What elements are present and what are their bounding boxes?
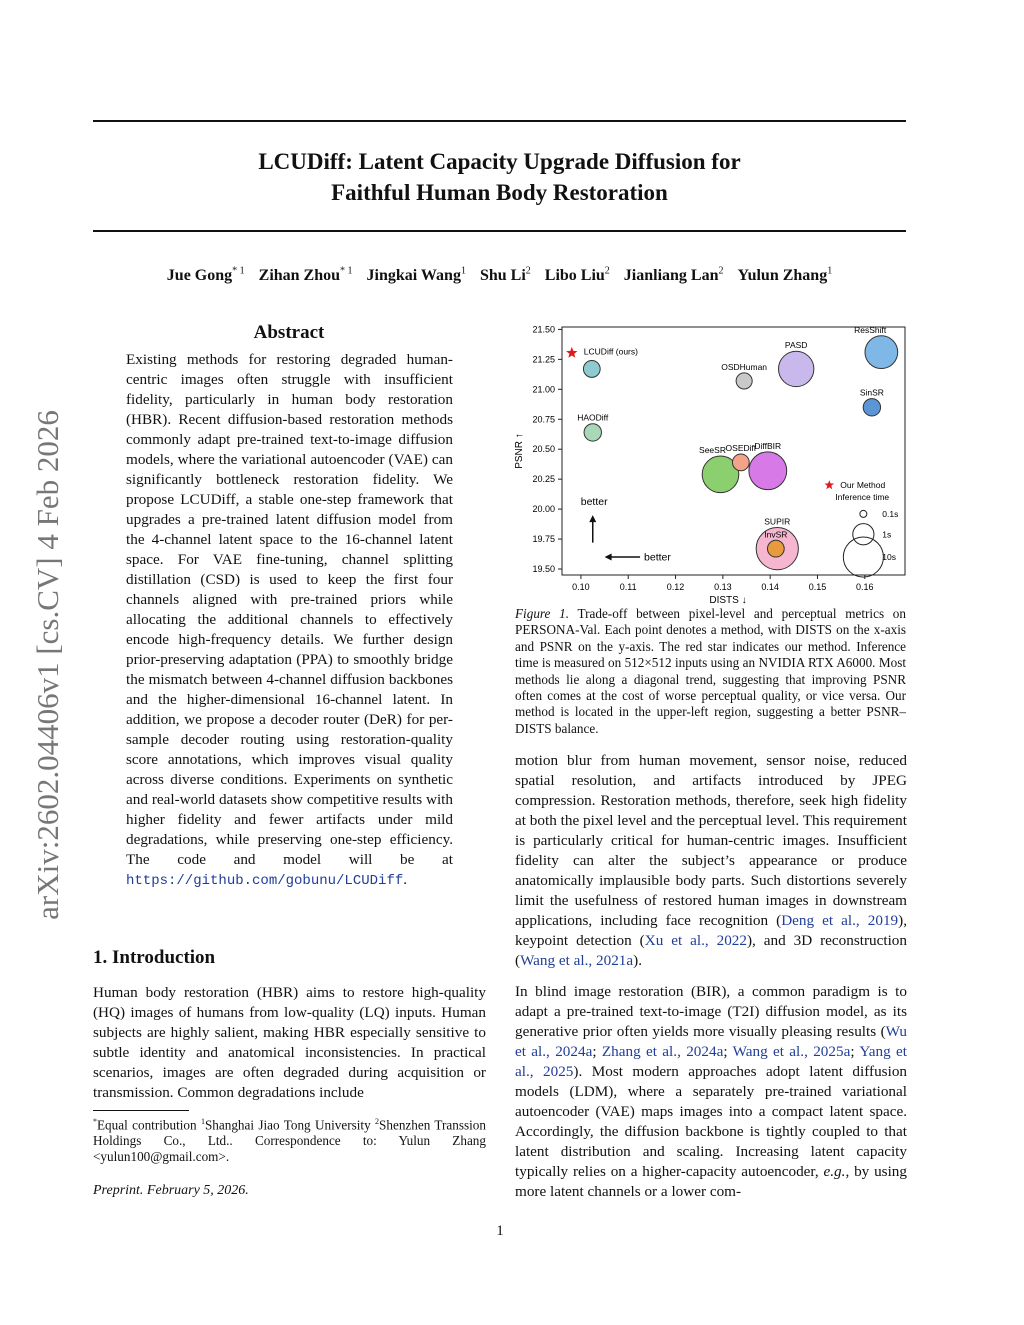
author: Shu Li$^2$ bbox=[479, 266, 531, 285]
title-bottom-rule bbox=[93, 230, 906, 232]
figure-caption-text: Trade-off between pixel-level and perceptual metrics on PERSONA-Val. Each point denotes a method, with DISTS on the x-axis and PSNR on the y-axis. The red star indicates our method. Inference time is measured on 512×512 inputs using an NVIDIA RTX A6000. Most methods lie along a diagonal trend, suggesting that improving PSNR often comes at the cost of worse perceptual quality, or vice versa. Our method is located in the upper-left region, suggesting a better PSNR–DISTS balance. bbox=[515, 606, 906, 736]
citation-link[interactable]: Wu et al., 2024a bbox=[515, 1023, 907, 1060]
data-point-osdhuman bbox=[736, 373, 752, 389]
legend-size-circle bbox=[853, 524, 874, 545]
citation-link[interactable]: Wang et al., 2025a bbox=[732, 1043, 851, 1060]
point-label: OSEDiff bbox=[725, 442, 757, 453]
figure-label: Figure 1. bbox=[515, 606, 570, 621]
right-paragraph-2: In blind image restoration (BIR), a common paradigm is to adapt a pre-trained text-to-image (T2I) diffusion model, as its generative prior often yields more visually pleasing results (Wu et al., 2024a; Zhang et al., 2024a; Wang et al., 2025a; Yang et al., 2025). Most modern approaches adopt latent diffusion models (LDM), where a separately pre-trained variational autoencoder (VAE) maps images into a compact latent space. Accordingly, the diffusion backbone is tightly coupled to that latent distribution and scaling. Increasing latent capacity typically relies on a higher-capacity autoencoder, e.g., by using more latent channels or a lower com- bbox=[515, 983, 908, 1200]
point-label: HAODiff bbox=[577, 412, 609, 423]
legend-size-circle bbox=[860, 510, 867, 517]
right-paragraph-1: motion blur from human movement, sensor noise, reduced spatial resolution, and artifacts introduced by JPEG compression. Restoration methods, therefore, seek high fidelity at both the pixel level and the perceptual level. This requirement is particularly critical for human-centric images. Insufficient fidelity can alter the subject’s appearance or produce anatomically implausible body parts. Such distortions severely limit the usefulness of restored human images in downstream applications, including face recognition (Deng et al., 2019), keypoint detection (Xu et al., 2022), and 3D reconstruction (Wang et al., 2021a). bbox=[515, 752, 907, 969]
legend-size-label: 10s bbox=[882, 552, 897, 563]
point-label: SinSR bbox=[859, 387, 884, 398]
citation-link[interactable]: Zhang et al., 2024a bbox=[601, 1043, 724, 1060]
author: Zihan Zhou$^{* 1}$ bbox=[258, 266, 353, 285]
point-label: SUPIR bbox=[764, 516, 791, 527]
x-tick-label: 0.13 bbox=[714, 582, 732, 592]
legend-star bbox=[825, 480, 835, 489]
page-number: 1 bbox=[496, 1223, 504, 1239]
point-label: InvSR bbox=[764, 529, 788, 540]
better-left-arrowhead bbox=[605, 554, 612, 561]
citation-link[interactable]: Wang et al., 2021a bbox=[520, 952, 634, 969]
footnote: *Equal contribution $^1$Shanghai Jiao Tong University $^2$Shenzhen Transsion Holdings Co., Ltd.. Correspondence to: Yulun Zhang <yulun100@gmail.com>. bbox=[93, 1117, 486, 1165]
citation-link[interactable]: Deng et al., 2019 bbox=[781, 912, 899, 929]
y-tick-label: 21.00 bbox=[532, 384, 555, 395]
author: Jue Gong$^{* 1}$ bbox=[166, 266, 245, 285]
y-tick-label: 19.50 bbox=[532, 564, 555, 575]
x-tick-label: 0.16 bbox=[856, 582, 874, 592]
preprint-note: Preprint. February 5, 2026. bbox=[93, 1183, 249, 1198]
legend-title: Inference time bbox=[835, 492, 890, 503]
footnote-rule bbox=[93, 1110, 189, 1111]
point-label: PASD bbox=[784, 340, 808, 351]
y-tick-label: 19.75 bbox=[532, 534, 555, 545]
data-point-pasd bbox=[778, 351, 813, 386]
intro-paragraph: Human body restoration (HBR) aims to restore high-quality (HQ) images of humans from low-quality (LQ) inputs. Human subjects are highly salient, making HBR especially sensitive to subtle identity and anatomical inconsistencies. In practical scenarios, images are often degraded during acquisition or transmission. Common degradations include bbox=[93, 984, 486, 1101]
code-link[interactable]: https://github.com/gobunu/LCUDiff bbox=[126, 873, 404, 889]
y-tick-label: 20.25 bbox=[532, 474, 555, 485]
y-tick-label: 21.50 bbox=[532, 324, 555, 335]
author: Jianliang Lan$^2$ bbox=[623, 266, 724, 285]
abstract-text: Existing methods for restoring degraded human-centric images often struggle with insufficient fidelity, particularly in human body restoration (HBR). Recent diffusion-based restoration methods commonly adapt pre-trained text-to-image diffusion models, where the variational autoencoder (VAE) can significantly bottleneck restoration fidelity. We propose LCUDiff, a stable one-step framework that upgrades a pre-trained latent diffusion model from the 4-channel latent space to the 16-channel latent space. For VAE fine-tuning, channel splitting distillation (CSD) is used to keep the first four channels aligned with pre-trained priors while allocating the additional channels to effectively encode high-frequency details. We further design prior-preserving adaptation (PPA) to smoothly bridge the mismatch between 4-channel diffusion backbones and the higher-dimensional 16-channel latent. In addition, we propose a decoder router (DeR) for per-sample decoder routing using restoration-quality score annotations, which improves visual quality across diverse conditions. Experiments on synthetic and real-world datasets show competitive results with higher fidelity and fewer artifacts under mild degradations, while preserving one-step efficiency. The code and model will be at bbox=[126, 351, 453, 868]
citation-link[interactable]: Xu et al., 2022 bbox=[644, 932, 747, 949]
x-tick-label: 0.11 bbox=[619, 582, 637, 592]
y-tick-label: 20.00 bbox=[532, 504, 555, 515]
author: Libo Liu$^2$ bbox=[544, 266, 610, 285]
legend-size-label: 0.1s bbox=[882, 508, 899, 519]
abstract-body: Existing methods for restoring degraded human-centric images often struggle with insufficient fidelity, particularly in human body restoration (HBR). Recent diffusion-based restoration methods commonly adapt pre-trained text-to-image diffusion models, where the variational autoencoder (VAE) can significantly bottleneck restoration fidelity. We propose LCUDiff, a stable one-step framework that upgrades a pre-trained latent diffusion model from the 4-channel latent space to the 16-channel latent space. For VAE fine-tuning, channel splitting distillation (CSD) is used to keep the first four channels aligned with pre-trained priors while allocating the additional channels to effectively encode high-frequency details. We further design prior-preserving adaptation (PPA) to smoothly bridge the mismatch between 4-channel diffusion backbones and the higher-dimensional 16-channel latent. In addition, we propose a decoder router (DeR) for per-sample decoder routing using restoration-quality score annotations, which improves visual quality across diverse conditions. Experiments on synthetic and real-world datasets show competitive results with higher fidelity and fewer artifacts under mild degradations, while preserving one-step efficiency. The code and model will be at https://github.com/gobunu/LCUDiff. bbox=[126, 351, 453, 889]
point-label: SeeSR bbox=[699, 445, 726, 456]
better-left-label: better bbox=[644, 551, 671, 564]
data-point-osediff bbox=[732, 454, 749, 471]
data-point-invsr bbox=[767, 540, 784, 557]
legend-size-label: 1s bbox=[882, 529, 892, 540]
arxiv-identifier: arXiv:2602.04406v1 [cs.CV] 4 Feb 2026 bbox=[30, 410, 65, 920]
better-up-arrowhead bbox=[589, 515, 596, 522]
y-axis-label: PSNR ↑ bbox=[514, 433, 525, 469]
point-label: DiffBIR bbox=[754, 440, 782, 451]
paper-title bbox=[93, 146, 906, 208]
data-point-sinsr bbox=[863, 399, 880, 416]
point-label: ResShift bbox=[854, 324, 887, 335]
arxiv-side-label bbox=[28, 380, 68, 950]
abstract-heading: Abstract bbox=[253, 322, 325, 343]
x-axis-label: DISTS ↓ bbox=[709, 595, 747, 606]
title-line-2: Faithful Human Body Restoration bbox=[331, 180, 668, 205]
author: Yulun Zhang$^1$ bbox=[737, 266, 833, 285]
scatter-plot bbox=[508, 322, 910, 607]
point-label: OSDHuman bbox=[721, 361, 768, 372]
data-point-lcudiff-ours- bbox=[583, 361, 600, 378]
legend-star-label: Our Method bbox=[840, 480, 886, 491]
author: Jingkai Wang$^1$ bbox=[366, 266, 466, 285]
data-point-diffbir bbox=[749, 452, 787, 490]
better-up-label: better bbox=[580, 495, 608, 508]
author-list bbox=[93, 266, 906, 285]
data-point-resshift bbox=[865, 336, 898, 369]
legend-size-circle bbox=[843, 537, 883, 577]
title-line-1: LCUDiff: Latent Capacity Upgrade Diffusion for bbox=[258, 149, 741, 174]
figure-caption bbox=[515, 606, 906, 737]
citation-link[interactable]: Yang et al., 2025 bbox=[515, 1043, 908, 1080]
x-tick-label: 0.12 bbox=[666, 582, 685, 592]
y-tick-label: 20.75 bbox=[532, 414, 555, 425]
x-tick-label: 0.15 bbox=[808, 582, 827, 592]
y-tick-label: 21.25 bbox=[532, 354, 555, 365]
x-tick-label: 0.10 bbox=[572, 582, 590, 592]
intro-heading: 1. Introduction bbox=[93, 947, 216, 968]
figure-1-chart bbox=[508, 322, 910, 607]
point-label: LCUDiff (ours) bbox=[583, 346, 638, 357]
our-method-star bbox=[566, 347, 577, 358]
data-point-haodiff bbox=[584, 424, 601, 441]
x-tick-label: 0.14 bbox=[761, 582, 779, 592]
title-top-rule bbox=[93, 120, 906, 122]
y-tick-label: 20.50 bbox=[532, 444, 555, 455]
